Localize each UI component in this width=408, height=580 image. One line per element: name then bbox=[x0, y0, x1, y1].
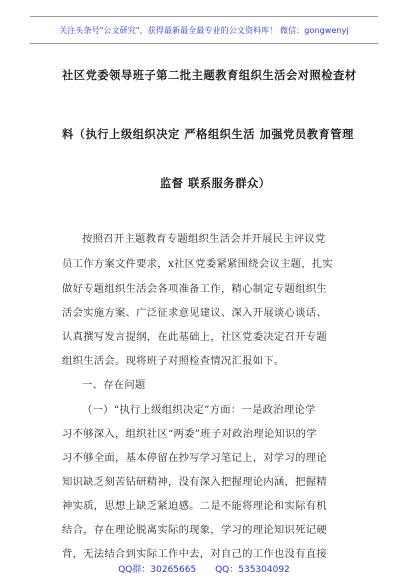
header-banner-text: 关注头条号"公文研究"，获得最新最全最专业的公文资料库！ 微信：gongwenyj bbox=[59, 25, 349, 35]
footer-contact bbox=[0, 562, 408, 575]
header-banner bbox=[30, 16, 378, 44]
document-title-line-3: 监督 联系服务群众） bbox=[160, 177, 271, 190]
section-heading: 一、存在问题 bbox=[82, 379, 146, 391]
footer-qq-number: QQ：535304092 bbox=[215, 565, 290, 575]
paragraph-line: 按照召开主题教育专题组织生活会并开展民主评议党 bbox=[82, 233, 326, 245]
paragraph-line: 活会实施方案、广泛征求意见建议、深入开展谈心谈话、 bbox=[62, 307, 327, 319]
paragraph-line: 神实质，思想上缺乏紧迫感。二是不能将理论和实际有机 bbox=[62, 500, 327, 512]
paragraph-line: （一）“执行上级组织决定”方面：一是政治理论学 bbox=[82, 404, 316, 416]
paragraph-line: 习不够全面，基本停留在抄写学习笔记上，对学习的理论 bbox=[62, 452, 327, 464]
document-title-line-2: 料（执行上级组织决定 严格组织生活 加强党员教育管理 bbox=[62, 128, 354, 141]
paragraph-line: 员工作方案文件要求，x社区党委紧紧围绕会议主题，扎实 bbox=[62, 258, 334, 270]
paragraph-line: 知识缺乏刻苦钻研精神，没有深入把握理论内涵，把握精 bbox=[62, 476, 327, 488]
paragraph-line: 习不够深入，组织社区“两委”班子对政治理论知识的学 bbox=[62, 428, 317, 440]
paragraph-line: 组织生活会。现将班子对照检查情况汇报如下。 bbox=[62, 355, 285, 367]
paragraph-line: 结合，存在理论脱离实际的现象，学习的理论知识死记硬 bbox=[62, 524, 327, 536]
footer-qq-group: QQ群：30265665 bbox=[118, 565, 197, 575]
paragraph-line: 做好专题组织生活会各项准备工作，精心制定专题组织生 bbox=[62, 283, 327, 295]
paragraph-line: 背，无法结合到实际工作中去，对自己的工作也没有直接 bbox=[62, 548, 327, 560]
paragraph-line: 认真撰写发言提纲，在此基础上，社区党委决定召开专题 bbox=[62, 331, 327, 343]
document-title-line-1: 社区党委领导班子第二批主题教育组织生活会对照检查材 bbox=[62, 69, 357, 82]
